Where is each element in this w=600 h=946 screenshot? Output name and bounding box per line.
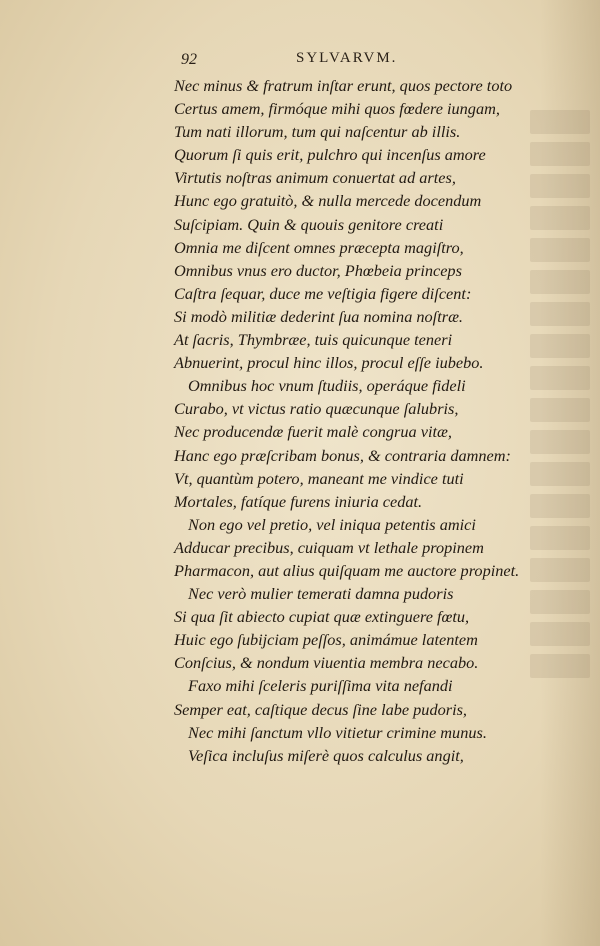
verse-line: Suſcipiam. Quin & quouis genitore creati [174, 214, 444, 234]
verse-line: Nec mihi ſanctum vllo vitietur crimine munus. [188, 722, 487, 742]
verse-line: Omnibus hoc vnum ſtudiis, operáque fideli [188, 376, 466, 396]
verse-line: Nec producendæ fuerit malè congrua vitæ, [174, 422, 452, 442]
verse-line: At ſacris, Thymbræe, tuis quicunque teneri [174, 330, 453, 350]
verse-line: Mortales, fatíque furens iniuria cedat. [174, 491, 423, 511]
running-head: SYLVARVM. [296, 50, 398, 66]
verse-line: Quorum ſi quis erit, pulchro qui incenſus amore [174, 145, 486, 165]
verse-line: Si modò militiæ dederint ſua nomina noſtræ. [174, 306, 464, 326]
verse-line: Huic ego ſubijciam peſſos, animámue latentem [174, 630, 478, 650]
verse-line: Faxo mihi ſceleris puriſſima vita nefandi [188, 676, 453, 696]
verse-block [174, 74, 546, 767]
verse-line: Vt, quantùm potero, maneant me vindice tuti [174, 468, 464, 488]
verse-line: Caſtra ſequar, duce me veſtigia figere diſcent: [174, 283, 472, 303]
verse-line: Si qua ſit abiecto cupiat quæ extinguere fœtu, [174, 607, 470, 627]
verse-line: Virtutis noſtras animum conuertat ad artes, [174, 168, 456, 188]
verse-line: Omnibus vnus ero ductor, Phœbeia princeps [174, 260, 462, 280]
verse-line: Hunc ego gratuitò, & nulla mercede docendum [174, 191, 482, 211]
verse-line: Nec verò mulier temerati damna pudoris [188, 584, 454, 604]
verse-line: Semper eat, caſtique decus ſine labe pudoris, [174, 699, 467, 719]
verse-line: Veſica incluſus miſerè quos calculus angit, [188, 745, 464, 765]
verse-line: Certus amem, firmóque mihi quos fœdere iungam, [174, 99, 500, 119]
verse-line: Conſcius, & nondum viuentia membra necabo. [174, 653, 479, 673]
verse-line: Pharmacon, aut alius quiſquam me auctore propinet. [174, 560, 520, 580]
verse-line: Nec minus & fratrum inſtar erunt, quos pectore toto [174, 76, 513, 95]
page-number: 92 [181, 51, 197, 68]
verse-line: Omnia me diſcent omnes præcepta magiſtro, [174, 237, 464, 257]
verse-line: Non ego vel pretio, vel iniqua petentis amici [188, 514, 476, 534]
verse-line: Hanc ego præſcribam bonus, & contraria damnem: [174, 445, 511, 465]
verse-line: Curabo, vt victus ratio quæcunque ſalubris, [174, 399, 459, 419]
verse-line: Abnuerint, procul hinc illos, procul eſſe iubebo. [174, 353, 484, 373]
verse-line: Tum nati illorum, tum qui naſcentur ab illis. [174, 122, 461, 142]
verse-line: Adducar precibus, cuiquam vt lethale propinem [174, 537, 484, 557]
